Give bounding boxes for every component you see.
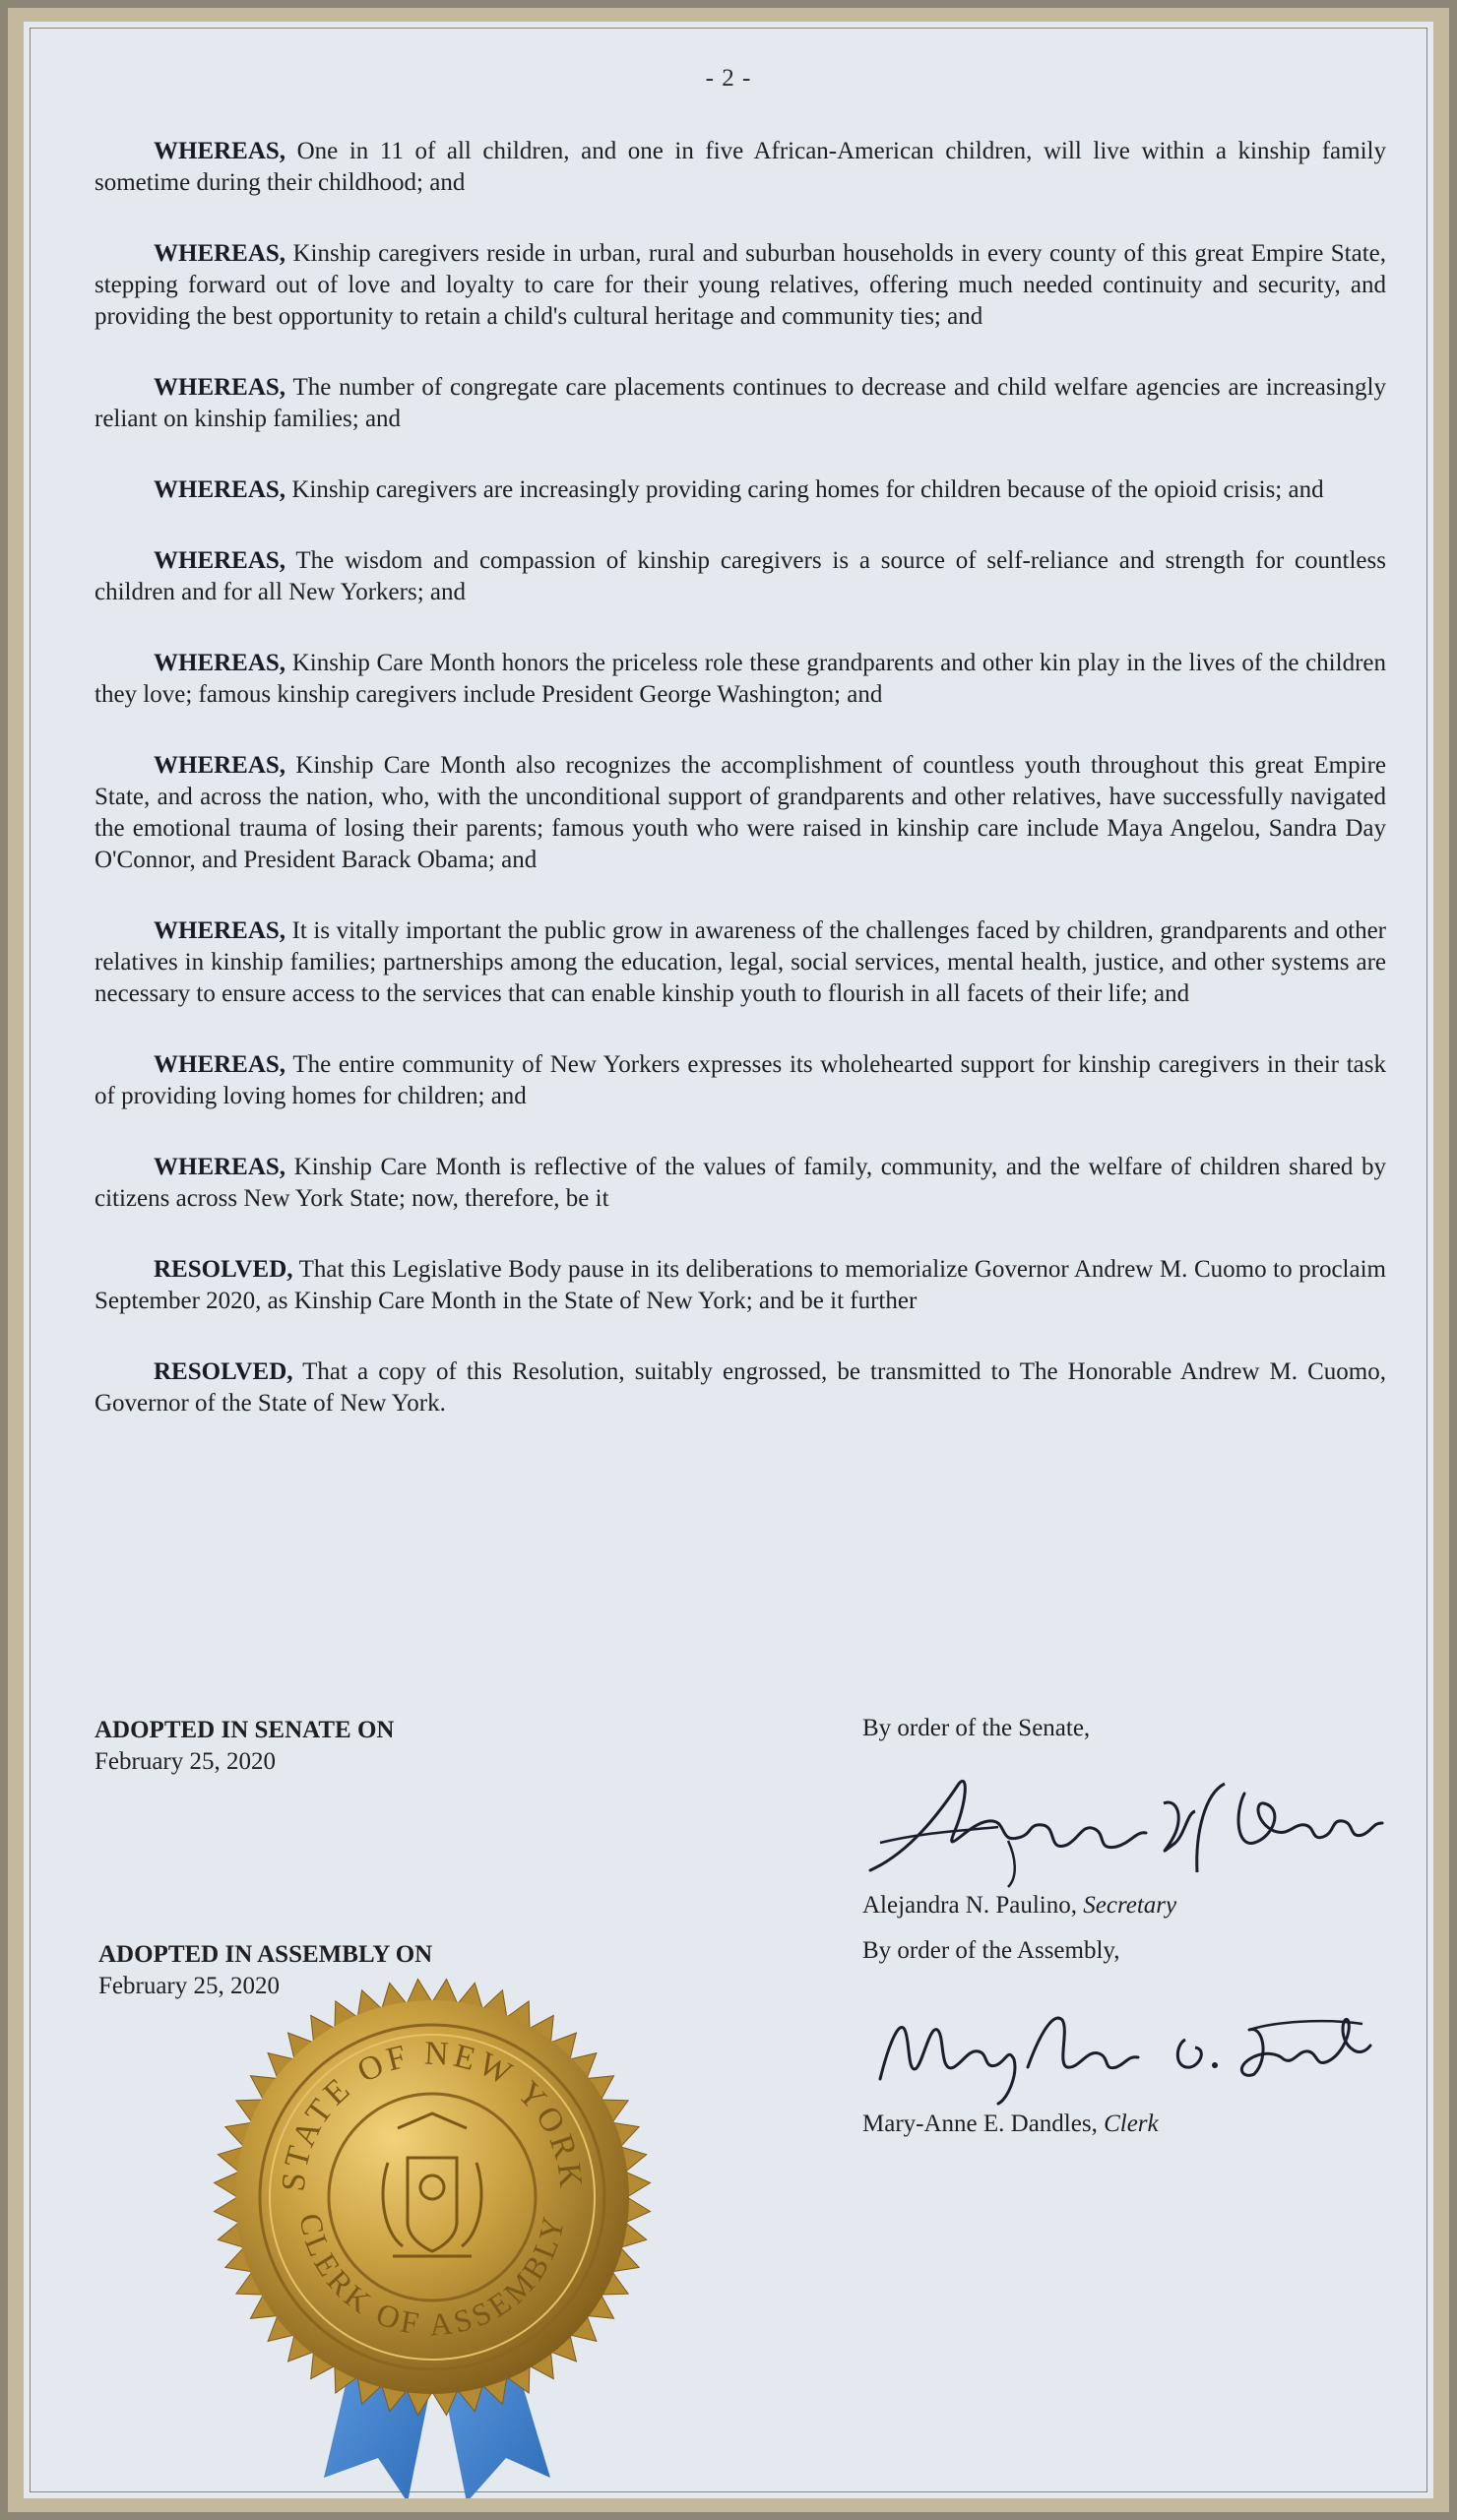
paragraph-lead-word: WHEREAS, bbox=[154, 917, 286, 944]
paragraph-lead-word: RESOLVED, bbox=[154, 1358, 293, 1385]
paragraph-text: That this Legislative Body pause in its deliberations to memorialize Governor Andrew M. Cuomo to proclaim September 2020, as Kinship Care Month in the State of New York; and be it further bbox=[95, 1256, 1386, 1314]
page-number: - 2 - bbox=[705, 65, 752, 92]
paragraph-lead-word: RESOLVED, bbox=[154, 1256, 293, 1283]
senate-signatory bbox=[862, 1890, 1176, 1922]
paragraph-lead-word: WHEREAS, bbox=[154, 138, 286, 164]
seal-text-top: STATE OF NEW YORK bbox=[275, 2035, 590, 2193]
paragraph-text: Kinship Care Month is reflective of the values of family, community, and the welfare of children shared by citizens across New York State; now, therefore, be it bbox=[95, 1154, 1386, 1212]
paragraph-text: The wisdom and compassion of kinship caregivers is a source of self-reliance and strength for countless children and for all New Yorkers; and bbox=[95, 547, 1386, 605]
assembly-signature bbox=[860, 1981, 1372, 2109]
resolution-paragraph bbox=[95, 1049, 1386, 1112]
assembly-signatory-title: Clerk bbox=[1104, 2110, 1159, 2137]
paragraph-lead-word: WHEREAS, bbox=[154, 374, 286, 401]
resolution-paragraph bbox=[95, 915, 1386, 1010]
assembly-order-block bbox=[862, 1935, 1120, 1967]
paragraph-text: One in 11 of all children, and one in five African-American children, will live within a kinship family sometime during their childhood; and bbox=[95, 138, 1386, 196]
assembly-signatory bbox=[862, 2109, 1159, 2140]
resolution-paragraph bbox=[95, 136, 1386, 199]
paragraph-text: Kinship Care Month also recognizes the accomplishment of countless youth throughout this great Empire State, and across the nation, who, with the unconditional support of grandparents and other relatives, have successfully navigated the emotional trauma of losing their parents; famous youth who were raised in kinship care include Maya Angelou, Sandra Day O'Connor, and President Barack Obama; and bbox=[95, 752, 1386, 873]
resolution-paragraph bbox=[95, 1254, 1386, 1317]
paragraph-text: That a copy of this Resolution, suitably engrossed, be transmitted to The Honorable Andrew M. Cuomo, Governor of the State of New York. bbox=[95, 1358, 1386, 1417]
senate-order-block bbox=[862, 1713, 1090, 1744]
paragraph-lead-word: WHEREAS, bbox=[154, 752, 286, 779]
paragraph-lead-word: WHEREAS, bbox=[154, 240, 286, 267]
assembly-signatory-name: Mary-Anne E. Dandles, bbox=[862, 2110, 1105, 2137]
resolution-paragraph bbox=[95, 238, 1386, 333]
assembly-seal bbox=[211, 1966, 654, 2498]
assembly-adopted-date: February 25, 2020 bbox=[98, 1973, 280, 1999]
seal-text-bottom: CLERK OF ASSEMBLY bbox=[292, 2210, 572, 2343]
paragraph-text: The number of congregate care placements continues to decrease and child welfare agencies are increasingly reliant on kinship families; and bbox=[95, 374, 1386, 432]
paragraph-text: Kinship caregivers are increasingly providing caring homes for children because of the opioid crisis; and bbox=[285, 476, 1324, 503]
paragraph-text: Kinship caregivers reside in urban, rural and suburban households in every county of this great Empire State, stepping forward out of love and loyalty to care for their young relatives, offering much needed continuity and security, and providing the best opportunity to retain a child's cultural heritage and community ties; and bbox=[95, 240, 1386, 330]
senate-signature bbox=[851, 1754, 1402, 1892]
senate-adoption-block bbox=[95, 1715, 394, 1778]
paragraph-lead-word: WHEREAS, bbox=[154, 547, 286, 574]
paragraph-lead-word: WHEREAS, bbox=[154, 1051, 286, 1078]
paragraph-text: The entire community of New Yorkers expresses its wholehearted support for kinship caregivers in their task of providing loving homes for children; and bbox=[95, 1051, 1386, 1109]
resolution-paragraph bbox=[95, 750, 1386, 876]
paragraph-lead-word: WHEREAS, bbox=[154, 476, 286, 503]
senate-signatory-name: Alejandra N. Paulino, bbox=[862, 1892, 1084, 1919]
paragraph-lead-word: WHEREAS, bbox=[154, 650, 286, 676]
paragraph-lead-word: WHEREAS, bbox=[154, 1154, 286, 1180]
resolution-paragraph bbox=[95, 1356, 1386, 1419]
senate-signatory-title: Secretary bbox=[1083, 1892, 1177, 1919]
resolution-paragraph bbox=[95, 1152, 1386, 1215]
paragraph-text: Kinship Care Month honors the priceless role these grandparents and other kin play in the lives of the children they love; famous kinship caregivers include President George Washington; and bbox=[95, 650, 1386, 708]
resolution-paragraph bbox=[95, 648, 1386, 711]
assembly-order-line: By order of the Assembly, bbox=[862, 1937, 1120, 1964]
senate-adopted-heading: ADOPTED IN SENATE ON bbox=[95, 1717, 395, 1743]
resolution-paragraph bbox=[95, 474, 1386, 506]
resolution-body bbox=[95, 136, 1386, 1459]
document-page bbox=[24, 22, 1433, 2498]
senate-adopted-date: February 25, 2020 bbox=[95, 1748, 276, 1775]
assembly-adopted-heading: ADOPTED IN ASSEMBLY ON bbox=[98, 1941, 433, 1968]
senate-order-line: By order of the Senate, bbox=[862, 1715, 1091, 1741]
paragraph-text: It is vitally important the public grow in awareness of the challenges faced by children, grandparents and other relatives in kinship families; partnerships among the education, legal, social services, mental health, justice, and other systems are necessary to ensure access to the services that can enable kinship youth to flourish in all facets of their life; and bbox=[95, 917, 1386, 1007]
resolution-paragraph bbox=[95, 372, 1386, 435]
resolution-paragraph bbox=[95, 545, 1386, 608]
